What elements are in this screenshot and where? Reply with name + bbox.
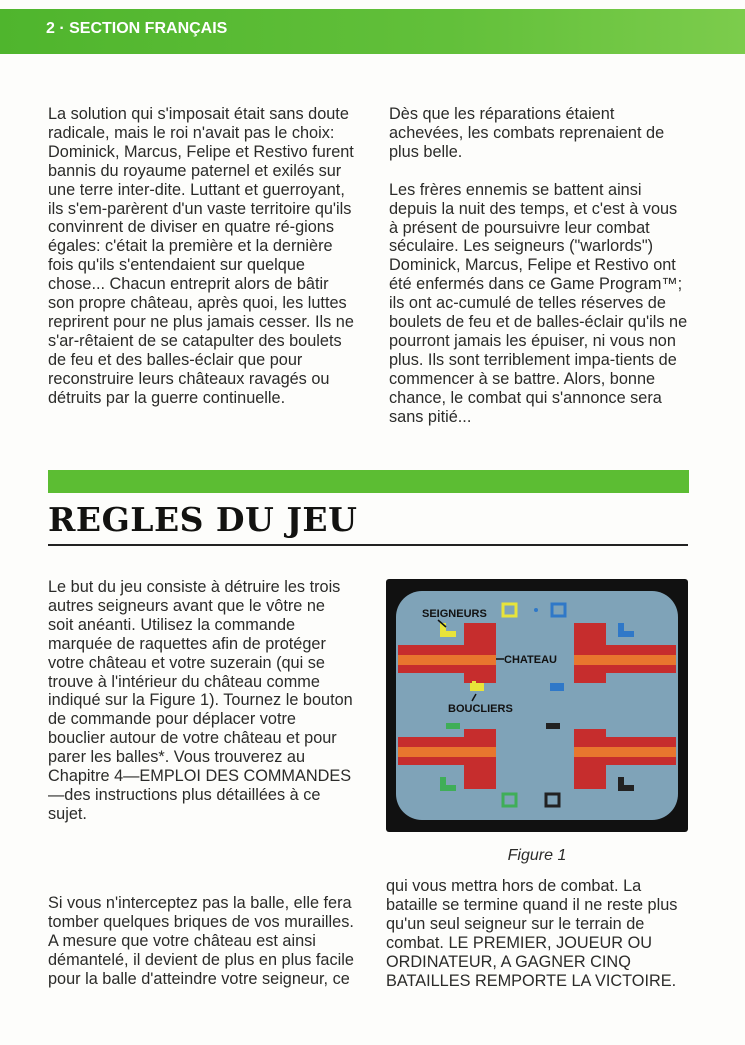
rules-paragraph-2 xyxy=(48,894,354,989)
intro-paragraph: Dès que les réparations étaient achevées, les combats reprenaient de plus belle. xyxy=(389,105,665,161)
rules-text: Le but du jeu consiste à détruire les trois autres seigneurs avant que le vôtre ne soit anéanti. Utilisez la commande marquée de raquettes afin de protéger votre château et votre suzerain (qui se trouve à l'intérieur du château comme indiqué sur la Figure 1). Tournez le bouton de commande pour déplacer votre bouclier autour de votre château et pour parer les balles*. Vous trouverez au Chapitre 4—EMPLOI DES COMMANDES—des instructions plus détaillées à ce sujet. xyxy=(48,578,353,823)
label-chateau: CHATEAU xyxy=(504,654,557,666)
game-screen-figure xyxy=(386,579,688,832)
shield-blue xyxy=(550,683,564,691)
game-screen-illustration xyxy=(386,579,688,832)
section-header-band xyxy=(0,9,745,54)
section-label: 2 · SECTION FRANÇAIS xyxy=(46,20,228,37)
rules-text: qui vous mettra hors de combat. La bataille se termine quand il ne reste plus qu'un seul seigneur sur le terrain de combat. LE PREMIER, JOUEUR OU ORDINATEUR, A GAGNER CINQ BATAILLES REMPORTE LA VICTOIRE. xyxy=(386,877,678,990)
shield-green xyxy=(446,723,460,729)
intro-left-column xyxy=(48,105,354,408)
label-boucliers: BOUCLIERS xyxy=(448,703,513,715)
intro-paragraph: La solution qui s'imposait était sans doute radicale, mais le roi n'avait pas le choix: Dominick, Marcus, Felipe et Restivo furent bannis du royaume paternel et exilés sur une terre inter-dite. Luttant et guerroyant, ils s'em-parèrent d'un vaste territoire qu'ils convinrent de diviser en quatre ré-gions égales: c'était la première et la dernière fois qu'ils s'entendaient sur quelque chose... Chacun entreprit alors de bâtir son propre château, après quoi, les luttes reprirent pour ne plus jamais cesser. Ils ne s'ar-rêtaient de se catapulter des boulets de feu et des balles-éclair que pour reconstruire leurs châteaux ravagés ou détruits par la guerre continuelle. xyxy=(48,105,354,407)
label-seigneurs: SEIGNEURS xyxy=(422,608,487,620)
screen-area xyxy=(396,591,678,820)
rules-paragraph-3 xyxy=(386,877,691,990)
section-title: REGLES DU JEU xyxy=(48,500,358,539)
title-rule xyxy=(48,544,688,546)
figure-caption: Figure 1 xyxy=(507,847,567,864)
rules-paragraph-1 xyxy=(48,578,354,824)
intro-paragraph: Les frères ennemis se battent ainsi depuis la nuit des temps, et c'est à vous à présent de poursuivre leur combat séculaire. Les seigneurs ("warlords") Dominick, Marcus, Felipe et Restivo ont été enfermés dans ce Game Program™; ils ont ac-cumulé de telles réserves de boulets de feu et de balles-éclair qu'ils ne pourront jamais les épuiser, ni vous non plus. Ils sont terriblement impa-tients de commencer à se battre. Alors, bonne chance, le combat qui s'annonce sera sans pitié... xyxy=(389,180,688,426)
ball xyxy=(534,608,538,612)
intro-right-column xyxy=(389,105,689,427)
shield-dark xyxy=(546,723,560,729)
section-band xyxy=(48,470,689,493)
rules-text: Si vous n'interceptez pas la balle, elle fera tomber quelques briques de vos murailles. A mesure que votre château est ainsi démantelé, il devient de plus en plus facile pour la balle d'atteindre votre seigneur, ce xyxy=(48,894,354,988)
